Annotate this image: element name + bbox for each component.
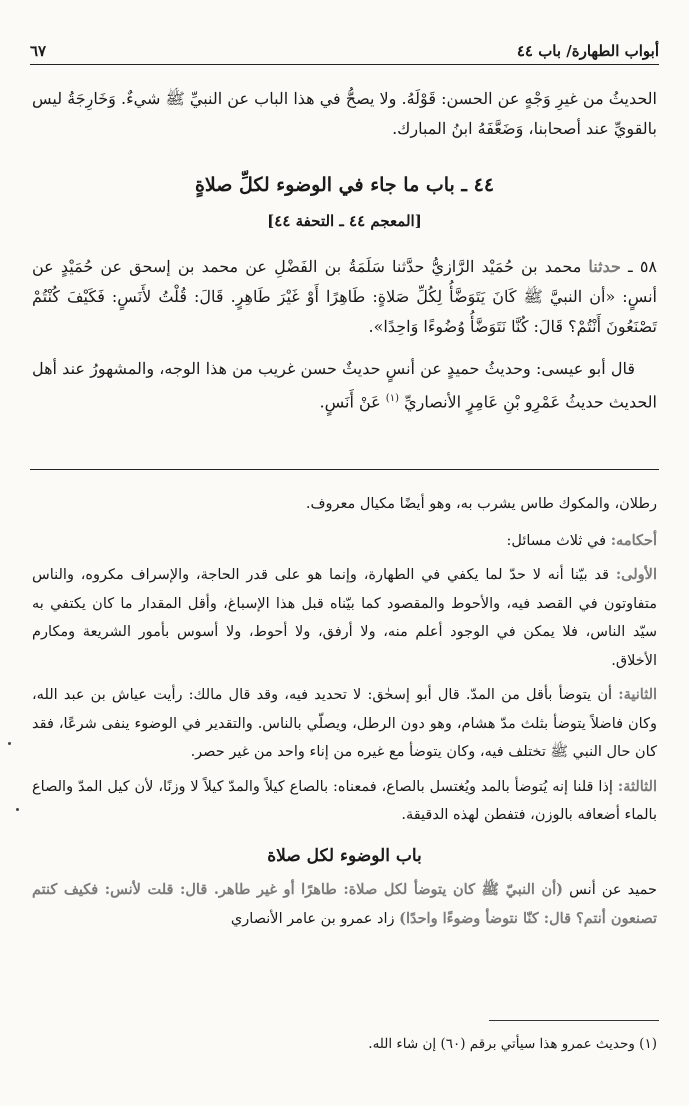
footnote-number: (١) xyxy=(639,1036,657,1052)
commentary-block xyxy=(32,490,657,933)
commentary-hadith-paragraph xyxy=(32,876,657,933)
hadith-text: محمد بن حُمَيْد الرَّازيُّ حدَّثنا سَلَمَةُ بن الفَضْلِ عن محمد بن إسحق عن حُمَيْدٍ عن أنسٍ: «أن النبيَّ ﷺ كَانَ يَتَوَضَّأُ لِكُلِّ صَلاةٍ: طَاهِرًا أَوْ غَيْرَ طَاهِرٍ. قَالَ: قُلْتُ لأَنَسٍ: فَكَيْفَ كُنْتُمْ تَصْنَعُونَ أَنْتُمْ؟ قَالَ: كُنَّا نَتَوَضَّأُ وُضُوءًا وَاحِدًا». xyxy=(32,257,657,336)
footnote-text: وحديث عمرو هذا سيأتي برقم (٦٠) إن شاء الله. xyxy=(368,1036,635,1052)
hadith-number: ٥٨ ـ xyxy=(628,257,657,276)
page-header xyxy=(30,34,659,60)
margin-speck xyxy=(16,808,19,811)
first-issue-text: قد بيّنا أنه لا حدّ لما يكفي في الطهارة، وإنما هو على قدر الحاجة، والإسراف مكروه، والناس متفاوتون في القصد فيه، والأحوط والمقصود كما بيّناه قبل هذا الإسباغ، وأقل المقدار ما كان يكتفي به سيّد الناس، فلا يمكن في الوجود أعلم منه، ولا أرفق، ولا أحوط، ولا أسوس بأمور الشريعة ومكارم الأخلاق. xyxy=(32,567,657,669)
commentary-continuation: زاد عمرو بن عامر الأنصاري xyxy=(230,910,395,927)
running-title: أبواب الطهارة/ باب ٤٤ xyxy=(516,42,659,60)
rulings-text: في ثلاث مسائل: xyxy=(506,532,607,549)
abu-isa-text: قال أبو عيسى: وحديثُ حميدٍ عن أنسٍ حديثٌ حسن غريب من هذا الوجه، والمشهورُ عند أهل الحديث حديثُ عَمْرِو بْنِ عَامِرٍ الأنصاريِّ xyxy=(32,359,657,412)
footnote-marker: (١) xyxy=(385,393,399,404)
main-text-block xyxy=(32,84,657,417)
rulings-label: أحكامه: xyxy=(610,531,657,549)
footnote xyxy=(32,1030,657,1059)
hadith-paragraph xyxy=(32,252,657,342)
abu-isa-text-end: عَنْ أَنَسٍ. xyxy=(319,392,381,412)
commentary-second-issue xyxy=(32,681,657,767)
commentary-first-issue xyxy=(32,561,657,675)
second-issue-label: الثانية: xyxy=(618,686,658,703)
footnote-separator xyxy=(489,1020,659,1021)
page-number: ٦٧ xyxy=(30,42,47,60)
second-issue-text: أن يتوضأ بأقل من المدّ. قال أبو إسحٰق: لا تحديد فيه، وقد قال مالك: رأيت عياش بن عبد الله، وكان فاضلاً يتوضأ بثلث مدّ هشام، وهو دون الرطل، ويصلّي بالناس. والتقدير في الوضوء ينفى شرعًا، فقد كان حال النبي ﷺ تختلف فيه، وكان يتوضأ مع غيره من إناء واحد من غير حصر. xyxy=(32,687,657,760)
header-rule xyxy=(30,64,659,65)
commentary-line-1: رطلان، والمكوك طاس يشرب به، وهو أيضًا مكيال معروف. xyxy=(305,496,657,512)
third-issue-text: إذا قلنا إنه يُتوضأ بالمد ويُغتسل بالصاع، فمعناه: بالصاع كيلاً والمدّ كيلاً لا وزنًا، لأن كيل المدّ والصاع بالماء أضعافه بالوزن، فتفطن لهذه الدقيقة. xyxy=(32,778,657,823)
commentary-rulings xyxy=(32,527,657,556)
commentary-narrator: حميد عن أنس xyxy=(569,882,658,898)
commentary-third-issue xyxy=(32,773,657,830)
abu-isa-paragraph xyxy=(32,354,657,417)
commentary-section-title: باب الوضوء لكل صلاة xyxy=(267,845,422,866)
first-issue-label: الأولى: xyxy=(615,566,657,583)
chapter-reference: [المعجم ٤٤ ـ التحفة ٤٤] xyxy=(267,212,422,230)
third-issue-label: الثالثة: xyxy=(617,777,658,795)
margin-speck xyxy=(8,742,11,745)
commentary-separator xyxy=(30,469,659,470)
hadith-keyword: حدثنا xyxy=(588,257,621,276)
chapter-title: ٤٤ ـ باب ما جاء في الوضوء لكلِّ صلاةٍ xyxy=(194,174,495,196)
commentary-quoted-hadith: (أن النبيّ ﷺ كان يتوضأ لكل صلاة: طاهرًا أو غير طاهر. قال: قلت لأنس: فكيف كنتم تصنعون أنتم؟ قال: كنّا نتوضأ وضوءًا واحدًا) xyxy=(32,881,657,927)
intro-paragraph: الحديثُ من غيرِ وَجْهٍ عن الحسن: قَوْلَهُ. ولا يصحُّ في هذا الباب عن النبيِّ ﷺ شيءٌ. وَخَارِجَةُ ليس بالقويِّ عند أصحابنا، وَضَعَّفَهُ ابنُ المبارك. xyxy=(32,89,657,138)
